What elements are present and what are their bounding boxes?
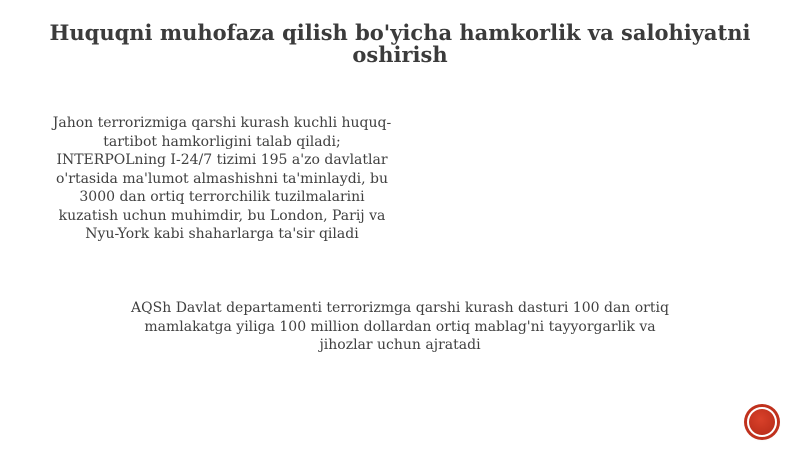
text-block-state-department: AQSh Davlat departamenti terrorizmga qarshi kurash dasturi 100 dan ortiq mamlakatga yiliga 100 million dollardan ortiq mablag'ni tayyorgarlik va jihozlar uchun ajratadi: [131, 300, 669, 353]
slide-title: Huquqni muhofaza qilish bo'yicha hamkorlik va salohiyatni oshirish: [49, 20, 751, 67]
text-block-interpol: Jahon terrorizmiga qarshi kurash kuchli huquq-tartibot hamkorligini talab qiladi; INTERPOLning I-24/7 tizimi 195 a'zo davlatlar o'rtasida ma'lumot almashishni ta'minlaydi, bu 3000 dan ortiq terrorchilik tuzilmalarini kuzatish uchun muhimdir, bu London, Parij va Nyu-York kabi shaharlarga ta'sir qiladi: [52, 115, 392, 242]
next-slide-button[interactable]: [747, 407, 777, 437]
